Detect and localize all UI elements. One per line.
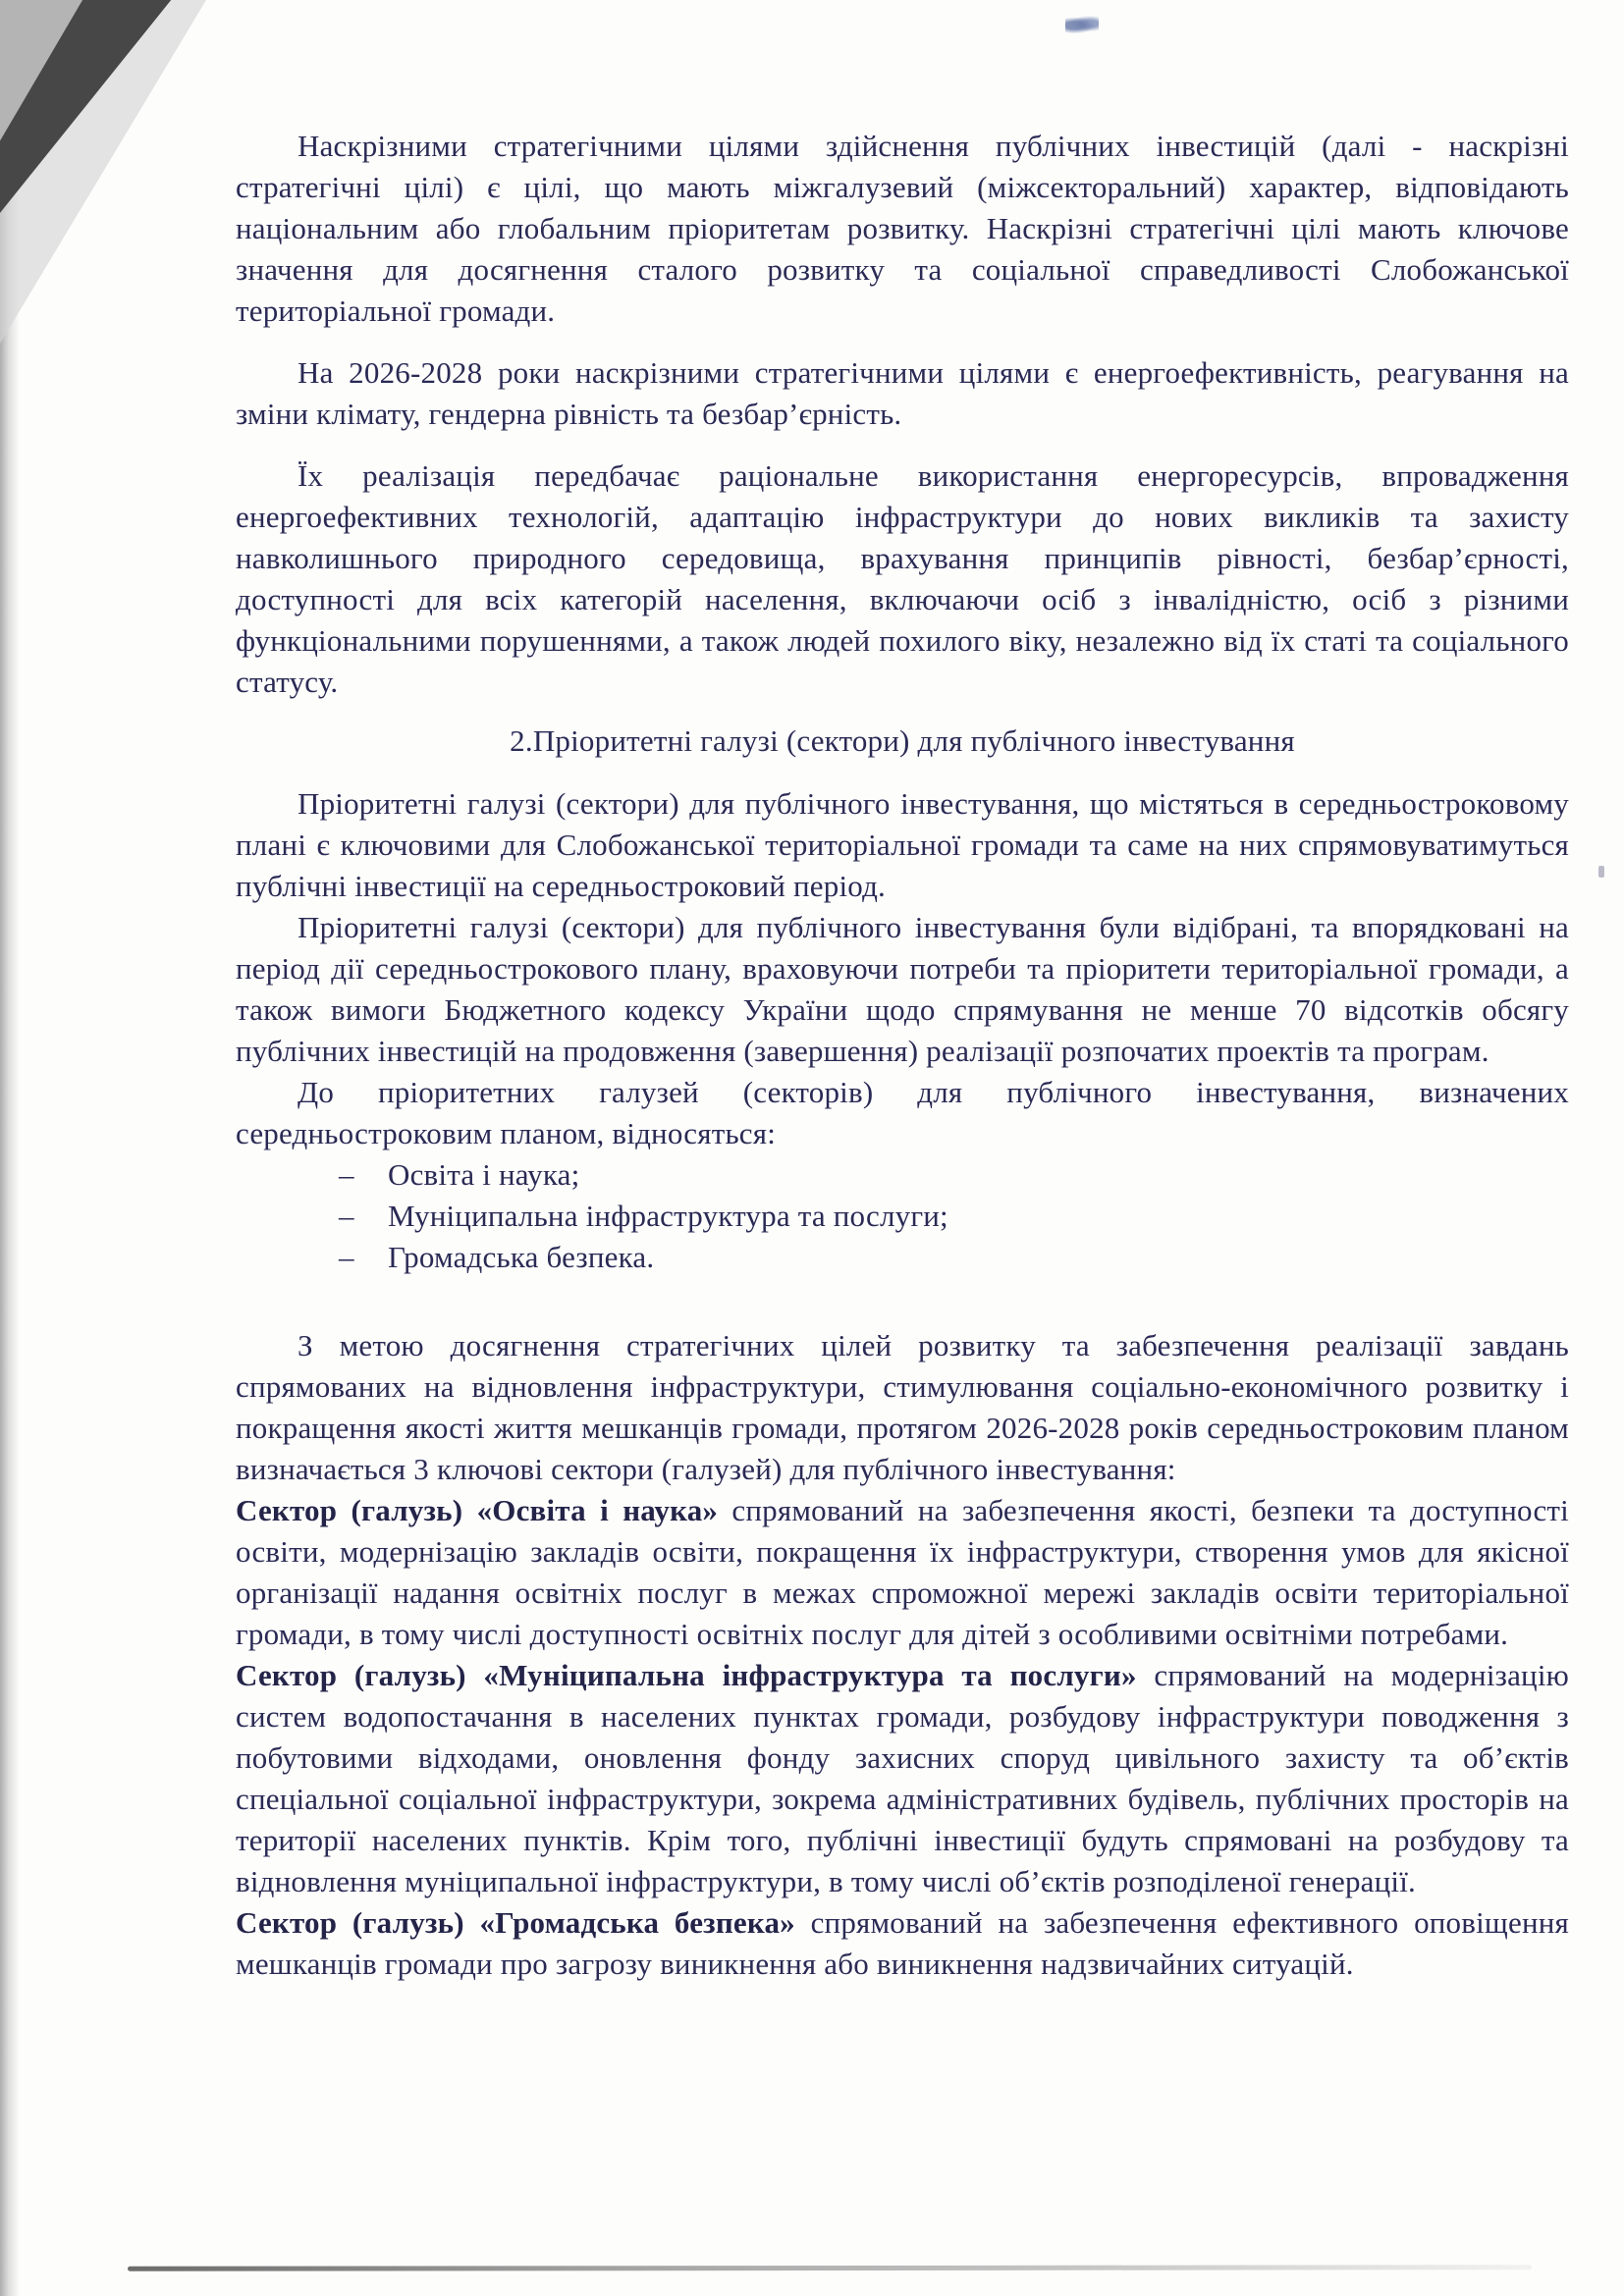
sector-title-safety: Сектор (галузь) «Громадська безпека»: [236, 1905, 795, 1940]
scan-corner-artifact: [0, 0, 206, 344]
paragraph-priority-sectors-ordering: Пріоритетні галузі (сектори) для публічного інвестування були відібрані, та впорядковані на період дії середньострокового плану, враховуючи потреби та пріоритети територіальної громади, а також вимоги Бюджетного кодексу України щодо спрямування не менше 70 відсотків обсягу публічних інвестицій на продовження (завершення) реалізації розпочатих проектів та програм.: [236, 910, 1569, 1068]
list-item-label: Муніципальна інфраструктура та послуги;: [388, 1199, 948, 1233]
paragraph-sector-safety: [236, 1902, 1569, 1985]
sector-text-infrastructure: спрямований на модернізацію систем водопостачання в населених пунктах громади, розбудову інфраструктури поводження з побутовими відходами, оновлення фонду захисних споруд цивільного захисту та об’єктів спеціальної соціальної інфраструктури, зокрема адміністративних будівель, публічних просторів на території населених пунктів. Крім того, публічні інвестиції будуть спрямовані на розбудову та відновлення муніципальної інфраструктури, в тому числі об’єктів розподіленої генерації.: [236, 1658, 1569, 1898]
list-item-infrastructure: [236, 1196, 1569, 1237]
paragraph-cross-cutting-goals: Наскрізними стратегічними цілями здійснення публічних інвестицій (далі - наскрізні стратегічні цілі) є цілі, що мають міжгалузевий (міжсекторальний) характер, відповідають національним або глобальним пріоритетам розвитку. Наскрізні стратегічні цілі мають ключове значення для досягнення сталого розвитку та соціальної справедливості Слобожанської територіальної громади.: [236, 129, 1569, 328]
sector-text-education: спрямований на забезпечення якості, безпеки та доступності освіти, модернізацію закладів освіти, покращення їх інфраструктури, створення умов для якісної організації надання освітніх послуг в межах спроможної мережі закладів освіти територіальної громади, в тому числі доступності освітніх послуг для дітей з особливими освітніми потребами.: [236, 1493, 1569, 1651]
list-item-safety: [236, 1237, 1569, 1278]
sector-title-infrastructure: Сектор (галузь) «Муніципальна інфраструктура та послуги»: [236, 1658, 1137, 1692]
sector-text-safety: спрямований на забезпечення ефективного оповіщення мешканців громади про загрозу виникнення або виникнення надзвичайних ситуацій.: [236, 1905, 1569, 1981]
scan-left-shadow: [0, 0, 20, 2296]
list-item-education: [236, 1154, 1569, 1196]
stray-mark: [1598, 866, 1604, 878]
list-dash-marker: –: [339, 1199, 354, 1233]
paragraph-three-key-sectors: З метою досягнення стратегічних цілей розвитку та забезпечення реалізації завдань спрямованих на відновлення інфраструктури, стимулювання соціально-економічного розвитку і покращення якості життя мешканців громади, протягом 2026-2028 років середньостроковим планом визначається 3 ключові сектори (галузей) для публічного інвестування:: [236, 1328, 1569, 1486]
document-body: [236, 126, 1569, 1985]
paragraph-sector-education: [236, 1490, 1569, 1655]
paragraph-sector-infrastructure: [236, 1655, 1569, 1902]
paragraph-priority-sectors-medium-term: Пріоритетні галузі (сектори) для публічного інвестування, що містяться в середньостроковому плані є ключовими для Слобожанської територіальної громади та саме на них спрямовуватимуться публічні інвестиції на середньостроковий період.: [236, 786, 1569, 903]
paragraph-priority-list-intro: До пріоритетних галузей (секторів) для публічного інвестування, визначених середньостроковим планом, відносяться:: [236, 1075, 1569, 1150]
sector-title-education: Сектор (галузь) «Освіта і наука»: [236, 1493, 719, 1527]
list-dash-marker: –: [339, 1157, 354, 1192]
list-item-label: Освіта і наука;: [388, 1157, 580, 1192]
list-dash-marker: –: [339, 1240, 354, 1274]
section-heading-priority-sectors: 2.Пріоритетні галузі (сектори) для публічного інвестування: [510, 723, 1295, 758]
list-item-label: Громадська безпека.: [388, 1240, 655, 1274]
paragraph-implementation: Їх реалізація передбачає раціональне використання енергоресурсів, впровадження енергоефективних технологій, адаптацію інфраструктури до нових викликів та захисту навколишнього природного середовища, врахування принципів рівності, безбар’єрності, доступності для всіх категорій населення, включаючи осіб з інвалідністю, осіб з різними функціональними порушеннями, а також людей похилого віку, незалежно від їх статі та соціального статусу.: [236, 458, 1569, 699]
paragraph-goals-2026-2028: На 2026-2028 роки наскрізними стратегічними цілями є енергоефективність, реагування на зміни клімату, гендерна рівність та безбар’єрність.: [236, 355, 1569, 431]
ink-smudge: [1065, 16, 1099, 33]
scan-bottom-artifact: [128, 2265, 1532, 2270]
